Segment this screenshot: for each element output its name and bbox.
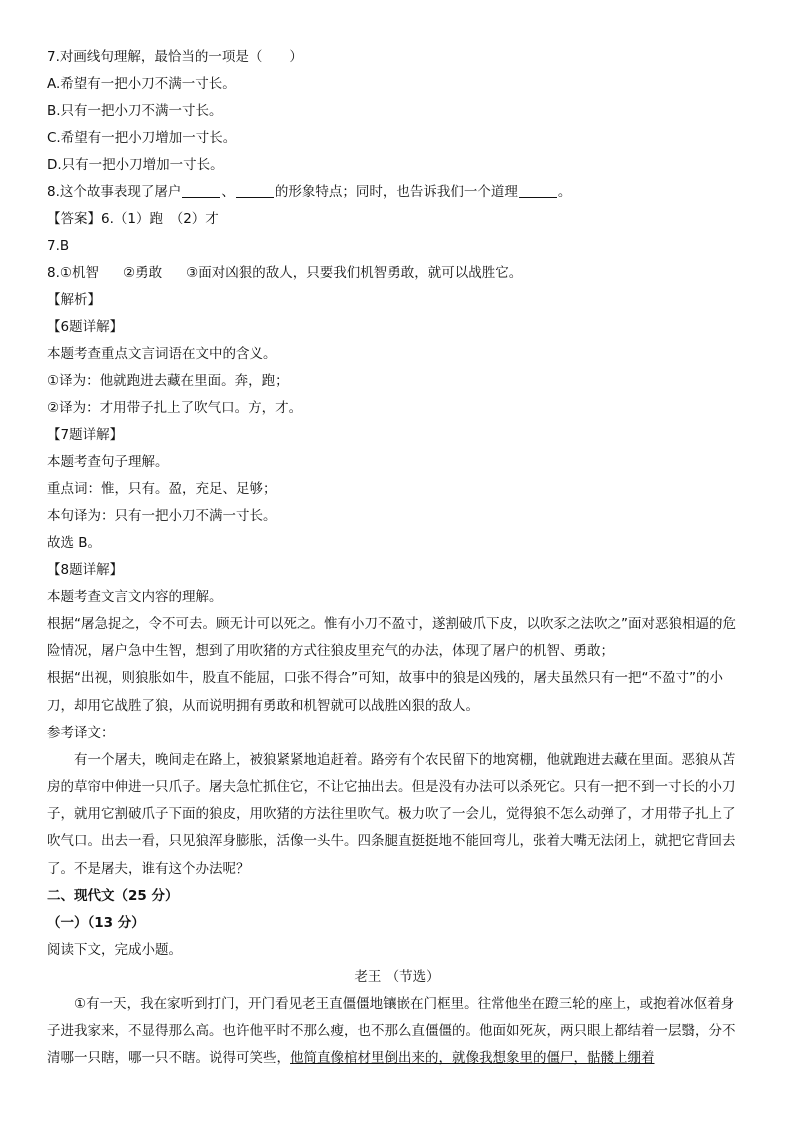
detail-8-paragraph: 根据“屠急捉之，令不可去。顾无计可以死之。惟有小刀不盈寸，遂割破爪下皮，以吹豕之法吹之”面对恶狼相逼的危险情况，屠户急中生智，想到了用吹猪的方式往狼皮里充气的办法，体现了屠户的机智、勇敢； <box>47 616 736 660</box>
detail-7-heading: 【7题详解】 <box>47 427 124 443</box>
answer-7: 7.B <box>47 238 70 254</box>
underlined-sentence: 他简直像棺材里倒出来的，就像我想象里的僵尸，骷髅上绷着 <box>290 1050 655 1067</box>
answer-label: 【答案】6.（1）跑 （2）才 <box>47 211 219 227</box>
q8-stem <box>47 179 747 206</box>
q7-option-b: B.只有一把小刀不满一寸长。 <box>47 103 223 119</box>
detail-6-line: 本题考查重点文言词语在文中的含义。 <box>47 346 277 362</box>
document-page <box>47 44 747 1072</box>
reading-instruction: 阅读下文，完成小题。 <box>47 941 182 958</box>
detail-8-line: 本题考查文言文内容的理解。 <box>47 589 223 605</box>
translation-label: 参考译文： <box>47 724 115 741</box>
passage-paragraph <box>47 991 747 1073</box>
analysis-label: 【解析】 <box>47 292 101 308</box>
answer-8-1: 8.①机智 <box>47 265 99 281</box>
q7-stem: 7.对画线句理解，最恰当的一项是（ ） <box>47 49 303 65</box>
q8-sep: 、 <box>221 184 235 200</box>
answer-8-3: ③面对凶狠的敌人，只要我们机智勇敢，就可以战胜它。 <box>186 265 523 281</box>
detail-8-paragraph: 根据“出视，则狼胀如牛，股直不能屈，口张不得合”可知，故事中的狼是凶残的，屠夫虽然只有一把“不盈寸”的小刀，却用它战胜了狼，从而说明拥有勇敢和机智就可以战胜凶狠的敌人。 <box>47 670 723 714</box>
detail-8-heading: 【8题详解】 <box>47 562 124 578</box>
answer-blank <box>519 184 557 198</box>
q7-option-d: D.只有一把小刀增加一寸长。 <box>47 157 224 173</box>
subsection-heading: （一）（13 分） <box>47 914 145 931</box>
answer-8-2: ②勇敢 <box>122 265 163 281</box>
detail-7-line: 本句译为：只有一把小刀不满一寸长。 <box>47 508 277 524</box>
q8-part1: 8.这个故事表现了屠户 <box>47 184 182 200</box>
detail-7-line: 故选 B。 <box>47 535 102 551</box>
answer-blank <box>236 184 274 198</box>
passage-text: ①有一天，我在家听到打门，开门看见老王直僵僵地镶嵌在门框里。往常他坐在蹬三轮的座上，或抱着冰伛着身子进我家来，不显得那么高。也许他平时不那么瘦，也不那么直僵僵的。他面如死灰，两只眼上都结着一层翳，分不清哪一只瞎，哪一只不瞎。说得可笑些， <box>47 995 736 1067</box>
detail-6-line: ①译为：他就跑进去藏在里面。奔，跑； <box>47 373 289 389</box>
detail-6-line: ②译为：才用带子扎上了吹气口。方，才。 <box>47 400 303 416</box>
detail-7-line: 重点词：惟，只有。盈，充足、足够； <box>47 481 277 497</box>
detail-7-line: 本题考查句子理解。 <box>47 454 169 470</box>
q8-end: 。 <box>557 184 572 200</box>
q7-option-c: C.希望有一把小刀增加一寸长。 <box>47 130 237 146</box>
q7-option-a: A.希望有一把小刀不满一寸长。 <box>47 76 236 92</box>
detail-6-heading: 【6题详解】 <box>47 319 124 335</box>
q8-part2: 的形象特点；同时，也告诉我们一个道理 <box>274 184 518 200</box>
translation-paragraph: 有一个屠夫，晚间走在路上，被狼紧紧地追赶着。路旁有个农民留下的地窝棚，他就跑进去藏在里面。恶狼从苫房的草帘中伸进一只爪子。屠夫急忙抓住它，不让它抽出去。但是没有办法可以杀死它。只有一把不到一寸长的小刀子，就用它割破爪子下面的狼皮，用吹猪的方法往里吹气。极力吹了一会儿，觉得狼不怎么动弹了，才用带子扎上了吹气口。出去一看，只见狼浑身膨胀，活像一头牛。四条腿直挺挺地不能回弯儿，张着大嘴无法闭上，就把它背回去了。不是屠夫，谁有这个办法呢？ <box>47 751 736 877</box>
section-heading: 二、现代文（25 分） <box>47 887 179 904</box>
passage-title: 老王 （节选） <box>354 968 440 985</box>
answer-8 <box>47 260 747 287</box>
answer-blank <box>182 184 220 198</box>
